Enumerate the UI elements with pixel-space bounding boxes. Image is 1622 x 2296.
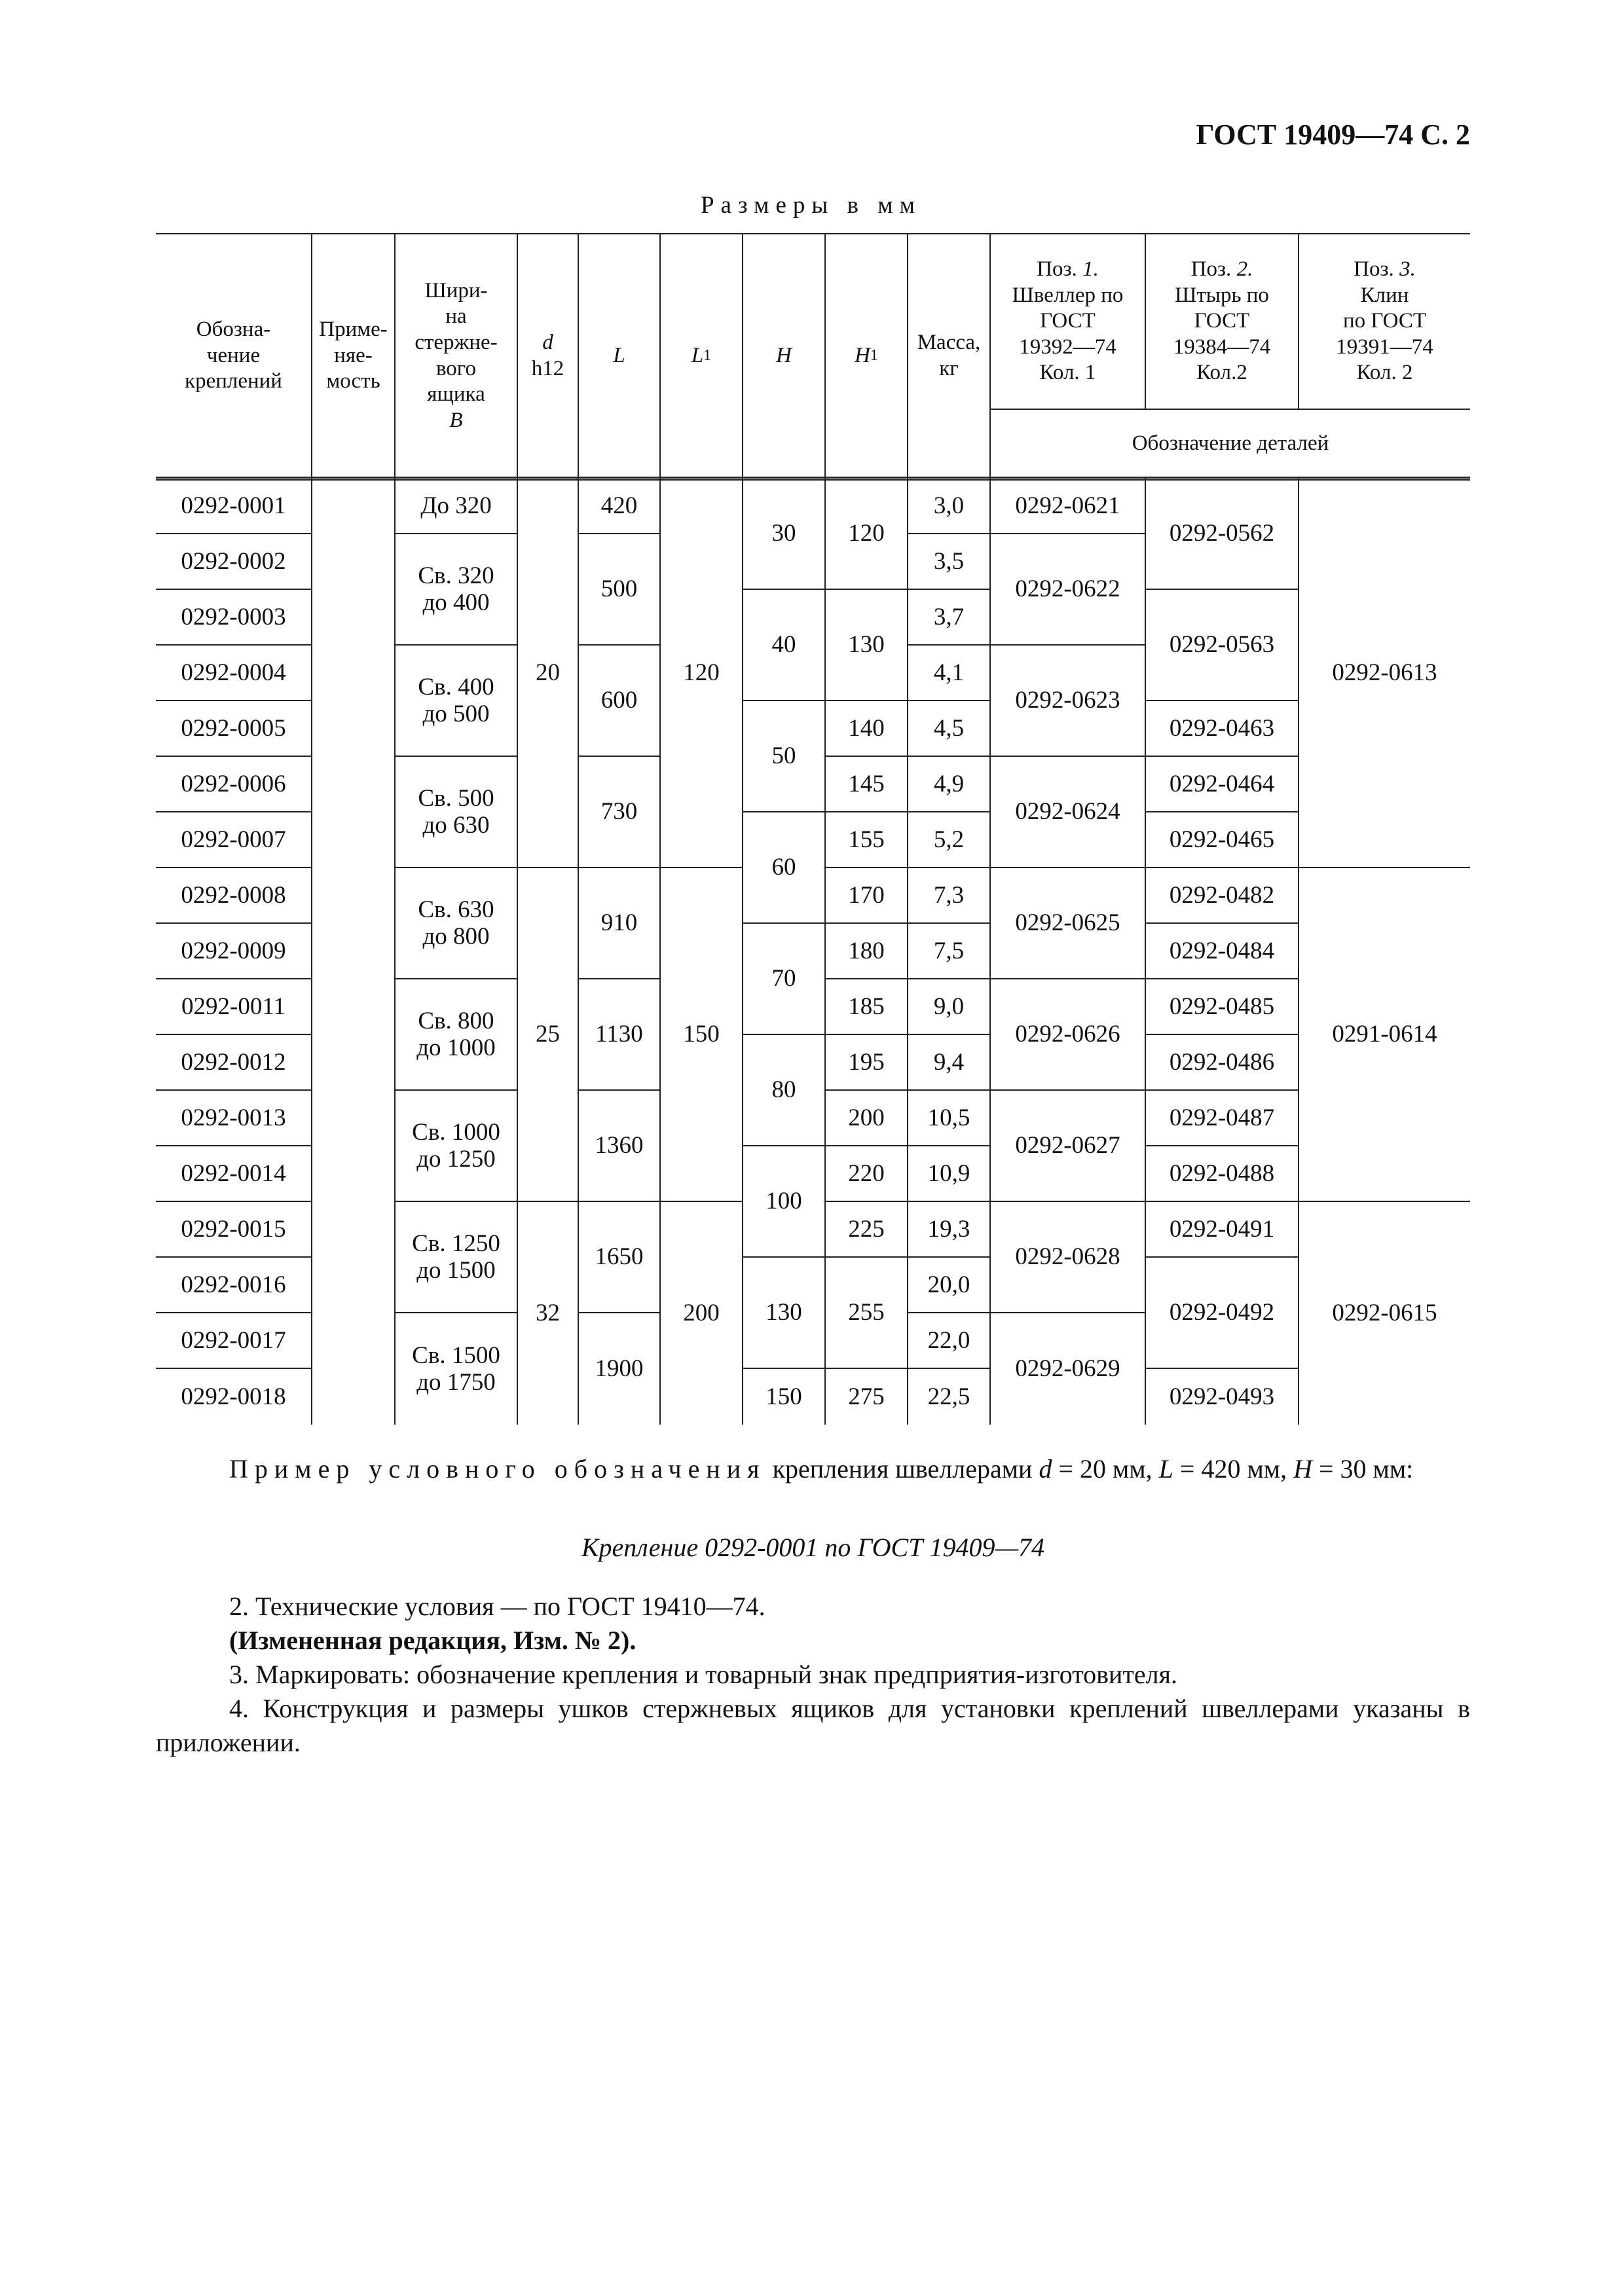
- designation-cell: 0292-0006: [156, 757, 311, 812]
- pos2-cell: 0292-0484: [1145, 924, 1298, 979]
- mass-cell: 10,9: [907, 1146, 989, 1202]
- h-cell: 60: [742, 812, 824, 924]
- l-value: = 420 мм,: [1179, 1454, 1287, 1484]
- dimensions-table: [156, 233, 1470, 1429]
- mass-cell: 20,0: [907, 1258, 989, 1313]
- mass-cell: 4,1: [907, 646, 989, 701]
- width-cell: Св. 500 до 630: [394, 757, 517, 868]
- pos2-cell: 0292-0563: [1145, 590, 1298, 701]
- h1-cell: 170: [824, 868, 907, 924]
- header-l1-symbol: L: [691, 343, 704, 367]
- header-pos1-title: Поз. 1.: [1037, 257, 1099, 282]
- h-symbol: H: [1293, 1454, 1312, 1484]
- h1-cell: 120: [824, 479, 907, 590]
- width-cell: Св. 400 до 500: [394, 646, 517, 757]
- header-applicability: Приме- няе- мость: [311, 234, 394, 479]
- mass-cell: 4,9: [907, 757, 989, 812]
- h1-cell: 200: [824, 1091, 907, 1146]
- width-cell: Св. 1250 до 1500: [394, 1202, 517, 1313]
- designation-cell: 0292-0004: [156, 646, 311, 701]
- mass-cell: 22,5: [907, 1369, 989, 1425]
- l1-cell: 150: [659, 868, 742, 1202]
- applicability-column: [311, 479, 394, 1425]
- pos2-cell: 0292-0482: [1145, 868, 1298, 924]
- width-cell: Св. 1000 до 1250: [394, 1091, 517, 1202]
- header-designation: Обозна- чение креплений: [156, 234, 311, 479]
- mass-cell: 9,4: [907, 1035, 989, 1091]
- pos2-cell: 0292-0486: [1145, 1035, 1298, 1091]
- header-pos3-label: Клин по ГОСТ 19391—74 Кол. 2: [1336, 283, 1433, 385]
- designation-cell: 0292-0009: [156, 924, 311, 979]
- mass-cell: 3,0: [907, 479, 989, 534]
- l1-cell: 200: [659, 1202, 742, 1425]
- designation-cell: 0292-0001: [156, 479, 311, 534]
- h1-cell: 195: [824, 1035, 907, 1091]
- designation-example: Крепление 0292-0001 по ГОСТ 19409—74: [581, 1533, 1045, 1562]
- header-h1: [824, 234, 907, 479]
- designation-cell: 0292-0011: [156, 979, 311, 1035]
- header-width-b-label: Шири- на стержне- вого ящика: [415, 278, 498, 407]
- h1-cell: 255: [824, 1258, 907, 1369]
- l-cell: 1360: [578, 1091, 659, 1202]
- d-cell: 32: [517, 1202, 578, 1425]
- header-pos2-title: Поз. 2.: [1190, 257, 1253, 282]
- notes-block: [156, 1590, 1470, 1760]
- header-pos3-title: Поз. 3.: [1354, 257, 1416, 282]
- d-cell: 25: [517, 868, 578, 1202]
- width-cell: Св. 320 до 400: [394, 534, 517, 646]
- pos2-cell: 0292-0562: [1145, 479, 1298, 590]
- header-width-b-symbol: B: [449, 408, 463, 432]
- designation-cell: 0292-0016: [156, 1258, 311, 1313]
- pos2-cell: 0292-0488: [1145, 1146, 1298, 1202]
- mass-cell: 3,7: [907, 590, 989, 646]
- header-l: [578, 234, 659, 479]
- designation-cell: 0292-0017: [156, 1313, 311, 1369]
- header-mass: Масса, кг: [907, 234, 989, 479]
- pos2-cell: 0292-0492: [1145, 1258, 1298, 1369]
- header-pos3: [1298, 234, 1470, 410]
- h1-cell: 275: [824, 1369, 907, 1425]
- d-cell: 20: [517, 479, 578, 868]
- mass-cell: 7,5: [907, 924, 989, 979]
- header-d: [517, 234, 578, 479]
- pos1-cell: 0292-0626: [989, 979, 1145, 1091]
- l-symbol: L: [1158, 1454, 1173, 1484]
- header-pos2: [1145, 234, 1298, 410]
- mass-cell: 7,3: [907, 868, 989, 924]
- amended-note: (Измененная редакция, Изм. № 2).: [229, 1626, 636, 1655]
- width-cell: Св. 1500 до 1750: [394, 1313, 517, 1425]
- pos3-cell: 0292-0615: [1298, 1202, 1470, 1425]
- designation-cell: 0292-0014: [156, 1146, 311, 1202]
- header-l1-subscript: 1: [703, 347, 712, 365]
- mass-cell: 22,0: [907, 1313, 989, 1369]
- mass-cell: 9,0: [907, 979, 989, 1035]
- h-value: = 30 мм:: [1318, 1454, 1414, 1484]
- pos1-cell: 0292-0627: [989, 1091, 1145, 1202]
- header-d-symbol: d: [542, 330, 553, 354]
- pos2-cell: 0292-0493: [1145, 1369, 1298, 1425]
- mass-cell: 19,3: [907, 1202, 989, 1258]
- mass-cell: 3,5: [907, 534, 989, 590]
- l-cell: 730: [578, 757, 659, 868]
- note-3: 3. Маркировать: обозначение крепления и товарный знак предприятия-изготовителя.: [229, 1660, 1178, 1689]
- note-4: 4. Конструкция и размеры ушков стержневых ящиков для установки креплений швеллерами указаны в приложении.: [156, 1694, 1470, 1757]
- d-value: = 20 мм,: [1058, 1454, 1152, 1484]
- h-cell: 80: [742, 1035, 824, 1146]
- header-pos1: [989, 234, 1145, 410]
- designation-cell: 0292-0012: [156, 1035, 311, 1091]
- header-pos2-label: Штырь по ГОСТ 19384—74 Кол.2: [1173, 283, 1271, 385]
- header-l1: [659, 234, 742, 479]
- mass-cell: 5,2: [907, 812, 989, 868]
- l1-cell: 120: [659, 479, 742, 868]
- header-h1-symbol: H: [855, 343, 870, 367]
- pos3-cell: 0291-0614: [1298, 868, 1470, 1202]
- pos3-cell: 0292-0613: [1298, 479, 1470, 868]
- header-pos1-label: Швеллер по ГОСТ 19392—74 Кол. 1: [1012, 283, 1124, 385]
- h-cell: 70: [742, 924, 824, 1035]
- h-cell: 40: [742, 590, 824, 701]
- header-h-symbol: H: [776, 343, 792, 367]
- example-text: крепления швеллерами: [772, 1454, 1033, 1484]
- designation-cell: 0292-0007: [156, 812, 311, 868]
- pos1-cell: 0292-0622: [989, 534, 1145, 646]
- pos2-cell: 0292-0487: [1145, 1091, 1298, 1146]
- pos1-cell: 0292-0625: [989, 868, 1145, 979]
- h-cell: 130: [742, 1258, 824, 1369]
- h1-cell: 145: [824, 757, 907, 812]
- pos2-cell: 0292-0464: [1145, 757, 1298, 812]
- units-note: Размеры в мм: [700, 192, 922, 219]
- designation-cell: 0292-0005: [156, 701, 311, 757]
- l-cell: 1130: [578, 979, 659, 1091]
- header-h1-subscript: 1: [870, 347, 878, 365]
- h1-cell: 185: [824, 979, 907, 1035]
- pos2-cell: 0292-0465: [1145, 812, 1298, 868]
- header-h: [742, 234, 824, 479]
- designation-cell: 0292-0003: [156, 590, 311, 646]
- note-2: 2. Технические условия — по ГОСТ 19410—74.: [229, 1592, 765, 1621]
- l-cell: 1650: [578, 1202, 659, 1313]
- l-cell: 500: [578, 534, 659, 646]
- h1-cell: 155: [824, 812, 907, 868]
- header-l-symbol: L: [613, 343, 625, 367]
- header-parts-designation: Обозначение деталей: [989, 410, 1470, 479]
- pos2-cell: 0292-0491: [1145, 1202, 1298, 1258]
- d-symbol: d: [1039, 1454, 1052, 1484]
- h1-cell: 140: [824, 701, 907, 757]
- designation-cell: 0292-0015: [156, 1202, 311, 1258]
- h1-cell: 180: [824, 924, 907, 979]
- pos1-cell: 0292-0623: [989, 646, 1145, 757]
- h-cell: 30: [742, 479, 824, 590]
- header-width-b: [394, 234, 517, 479]
- h1-cell: 220: [824, 1146, 907, 1202]
- width-cell: Св. 630 до 800: [394, 868, 517, 979]
- page-header: ГОСТ 19409—74 С. 2: [1196, 118, 1470, 151]
- pos1-cell: 0292-0629: [989, 1313, 1145, 1425]
- h-cell: 50: [742, 701, 824, 812]
- designation-cell: 0292-0002: [156, 534, 311, 590]
- designation-example-paragraph: [156, 1452, 1470, 1486]
- pos1-cell: 0292-0624: [989, 757, 1145, 868]
- pos2-cell: 0292-0485: [1145, 979, 1298, 1035]
- h1-cell: 130: [824, 590, 907, 701]
- l-cell: 1900: [578, 1313, 659, 1425]
- mass-cell: 4,5: [907, 701, 989, 757]
- pos1-cell: 0292-0621: [989, 479, 1145, 534]
- width-cell: До 320: [394, 479, 517, 534]
- designation-cell: 0292-0008: [156, 868, 311, 924]
- h-cell: 100: [742, 1146, 824, 1258]
- width-cell: Св. 800 до 1000: [394, 979, 517, 1091]
- mass-cell: 10,5: [907, 1091, 989, 1146]
- example-spaced-label: Пример условного обозначения: [229, 1454, 766, 1484]
- pos2-cell: 0292-0463: [1145, 701, 1298, 757]
- designation-cell: 0292-0013: [156, 1091, 311, 1146]
- header-d-tolerance: h12: [531, 356, 564, 380]
- pos1-cell: 0292-0628: [989, 1202, 1145, 1313]
- l-cell: 420: [578, 479, 659, 534]
- l-cell: 910: [578, 868, 659, 979]
- h1-cell: 225: [824, 1202, 907, 1258]
- l-cell: 600: [578, 646, 659, 757]
- h-cell: 150: [742, 1369, 824, 1425]
- designation-cell: 0292-0018: [181, 1383, 286, 1410]
